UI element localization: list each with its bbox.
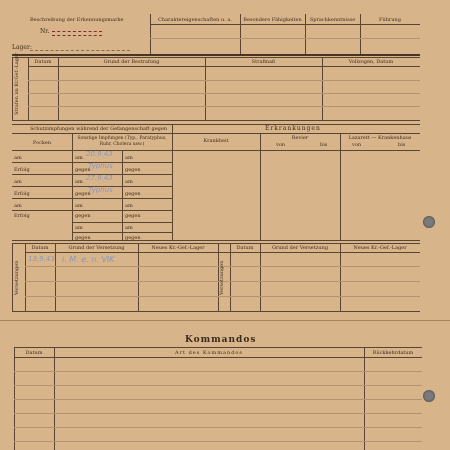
vacc-row-left: Erfolg	[14, 167, 30, 173]
kommandos-row-2	[14, 385, 422, 386]
punish-left	[12, 57, 13, 120]
punish-col-served: Vollzogen, Datum	[348, 59, 394, 65]
camp-line	[30, 50, 130, 51]
vacc-row-mid: gegen	[75, 213, 91, 219]
punish-side-label: Strafen im Kr.Gef.-Lager	[14, 52, 20, 115]
transfer-col-1	[55, 243, 56, 311]
transfer-side-div-2	[230, 243, 231, 311]
handwritten-vacc-date-1: 20.9.43	[86, 150, 113, 158]
nr-line	[52, 31, 102, 32]
kommandos-head-line	[14, 357, 422, 358]
vacc-row-right: gegen	[125, 213, 141, 219]
kommandos-col-date: Datum	[25, 350, 43, 356]
punish-col-reason: Grund der Bestrafung	[103, 59, 160, 65]
punish-row-3	[28, 106, 420, 107]
vacc-row-mid: am	[75, 203, 83, 209]
vacc-row-mid: am	[75, 179, 83, 185]
transfer-side-label-right: Versetzungen	[219, 260, 225, 295]
handwritten-transfer-reason: i. M. e. n. VIK	[62, 255, 115, 264]
header-row-1	[150, 38, 420, 39]
punish-top	[12, 57, 420, 58]
camp-label: Lager:	[12, 44, 32, 51]
handwritten-transfer-date: 13.9.43	[28, 255, 55, 263]
punish-col-2	[205, 57, 206, 120]
languages-label: Sprachkenntnisse	[309, 17, 356, 23]
punish-col-penalty: Strafmaß	[251, 59, 276, 65]
punish-row-2	[28, 93, 420, 94]
vacc-row-line-5	[12, 210, 172, 211]
vacc-row-right: am	[125, 203, 133, 209]
header-bottom-rule	[12, 54, 420, 56]
kommandos-row-5	[14, 427, 422, 428]
transfer-col-new-camp: Neues Kr.-Gef.-Lager	[353, 245, 407, 251]
description-label: Beschreibung der Erkennungsmarke	[30, 17, 124, 23]
illness-col-revier-to: bis	[320, 142, 328, 148]
vacc-top	[12, 124, 420, 125]
vacc-title: Schutzimpfungen während der Gefangenschaft gegen	[30, 126, 168, 132]
vacc-row-mid: gegen	[75, 191, 91, 197]
abilities-label: Besondere Fähigkeiten	[243, 17, 302, 23]
kommandos-top	[14, 347, 422, 348]
vacc-row-right: gegen	[125, 235, 141, 241]
nr-label: Nr.	[40, 28, 50, 35]
punish-col-date: Datum	[34, 59, 52, 65]
vacc-row-left: am	[14, 155, 22, 161]
illness-col-illness: Krankheit	[203, 138, 229, 144]
punish-row-1	[28, 80, 420, 81]
transfer-col-new-camp: Neues Kr.-Gef.-Lager	[151, 245, 205, 251]
illness-col-hospital-from: von	[352, 142, 362, 148]
punch-hole-bottom	[423, 390, 435, 402]
punish-head-line	[28, 66, 420, 67]
transfer-col-3	[260, 243, 261, 311]
illness-col-hospital: Lazarett — Krankenhaus	[348, 135, 412, 141]
conduct-label: Führung	[379, 17, 401, 23]
vacc-row-right: am	[125, 155, 133, 161]
transfer-col-date: Datum	[31, 245, 49, 251]
kommandos-col-type: Art des Kommandos	[175, 350, 243, 356]
vacc-row-right: gegen	[125, 191, 141, 197]
vacc-row-mid: am	[75, 225, 83, 231]
vacc-subhead-line	[12, 150, 420, 151]
vacc-head-line	[12, 133, 420, 134]
illness-col-revier-from: von	[276, 142, 286, 148]
transfer-row-3	[25, 296, 420, 297]
vacc-row-mid: gegen	[75, 235, 91, 241]
punish-side-div	[28, 57, 29, 120]
transfer-bottom	[12, 311, 420, 312]
vacc-col-pocken: Pocken	[32, 140, 52, 146]
kommandos-row-4	[14, 413, 422, 414]
punish-col-1	[58, 57, 59, 120]
vacc-row-left: am	[14, 179, 22, 185]
illness-title: Erkrankungen	[265, 125, 321, 132]
transfer-col-date: Datum	[236, 245, 254, 251]
vacc-row-right: gegen	[125, 167, 141, 173]
punch-hole-top	[423, 216, 435, 228]
vacc-row-line-6	[72, 222, 172, 223]
nr-line-2	[52, 35, 102, 36]
character-label: Charaktereigenschaften u. a.	[158, 17, 232, 23]
transfer-head-line	[25, 252, 420, 253]
vacc-row-right: am	[125, 179, 133, 185]
kommandos-row-3	[14, 399, 422, 400]
header-underline	[150, 24, 420, 25]
punish-bottom	[12, 120, 420, 121]
kommandos-title: Kommandos	[185, 335, 257, 345]
vacc-bottom	[12, 240, 420, 241]
fold-line	[0, 320, 450, 321]
handwritten-vacc-type-2: Typhus	[88, 186, 113, 194]
vacc-row-mid: am	[75, 155, 83, 161]
vacc-row-left: am	[14, 203, 22, 209]
transfer-col-reason: Grund der Versetzung	[271, 245, 329, 251]
transfer-col-reason: Grund der Versetzung	[68, 245, 125, 251]
punish-col-3	[322, 57, 323, 120]
vacc-row-left: Erfolg	[14, 191, 30, 197]
kommandos-row-6	[14, 441, 422, 442]
transfer-side-label-left: Versetzungen	[14, 260, 20, 295]
transfer-col-2	[138, 243, 139, 311]
transfer-side-div-1	[25, 243, 26, 311]
handwritten-vacc-date-2: 27.9.43	[86, 174, 113, 182]
transfer-top	[12, 243, 420, 244]
vacc-col-other: Sonstige Impfungen (Typ., Paratyphus, Ruhr, Cholera usw.)	[77, 136, 167, 147]
vacc-col-2	[122, 150, 123, 240]
illness-col-hospital-to: bis	[398, 142, 406, 148]
handwritten-vacc-type-1: Typhus	[88, 162, 113, 170]
vacc-row-left: Erfolg	[14, 213, 30, 219]
vacc-row-line-4	[12, 198, 172, 199]
kommandos-col-return: Rückkehrdatum	[372, 350, 414, 356]
vacc-row-line-7	[72, 232, 172, 233]
vacc-row-right: am	[125, 225, 133, 231]
vacc-row-mid: gegen	[75, 167, 91, 173]
transfer-col-4	[340, 243, 341, 311]
illness-col-revier: Revier	[291, 135, 309, 141]
kommandos-row-1	[14, 371, 422, 372]
transfer-left	[12, 243, 13, 311]
